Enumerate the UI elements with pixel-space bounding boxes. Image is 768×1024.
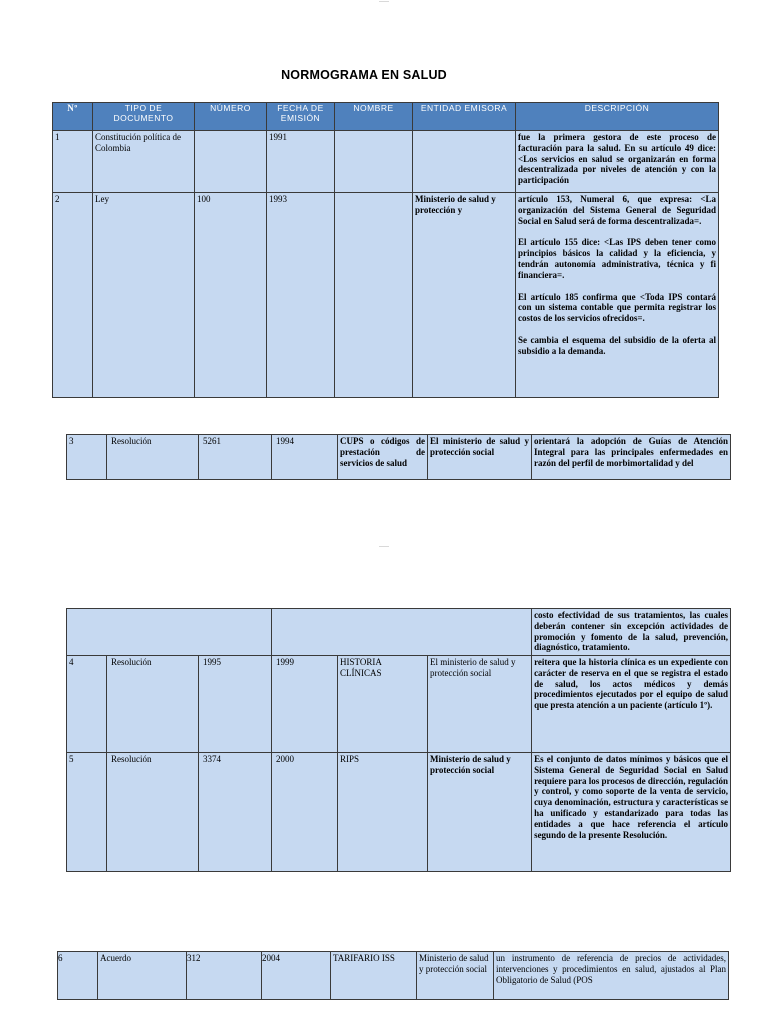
cell-entidad: El ministerio de salud y protección social [428,435,532,480]
cell-nombre [335,131,413,193]
cell-entidad [413,131,516,193]
table-row [53,193,719,398]
descripcion-paragraph: un instrumento de referencia de precios de actividades, intervenciones y procedimientos en salud, ajustados al Plan Obligatorio de Salud (POS [496,953,726,985]
cell-nombre: HISTORIA CLÍNICAS [338,656,428,753]
cell-n: 4 [67,656,107,753]
cell-descripcion [532,609,731,656]
header-numero-orden: Nº [53,103,93,131]
cell-descripcion [516,131,719,193]
normograma-table-part-4 [57,951,729,1000]
cell-numero: 3374 [199,753,272,872]
cell-entidad: El ministerio de salud y protección social [428,656,532,753]
cell-nombre: TARIFARIO ISS [331,952,417,1000]
cell-descripcion [494,952,729,1000]
cell-descripcion [532,753,731,872]
cell-fecha: 1993 [267,193,335,398]
normograma-table-part-1 [52,102,719,398]
page-break-mark [379,1,389,2]
cell-n: 6 [58,952,98,1000]
cell-nombre [335,193,413,398]
descripcion-paragraph: Se cambia el esquema del subsidio de la oferta al subsidio a la demanda. [518,334,716,356]
cell-tipo: Constitución política de Colombia [93,131,195,193]
table-row [67,753,731,872]
cell-numero: 100 [195,193,267,398]
cell-numero: 5261 [199,435,272,480]
header-nombre: NOMBRE [335,103,413,131]
descripcion-paragraph: reitera que la historia clínica es un expediente con carácter de reserva en el que se registra el estado de salud, los actos médicos y demás procedimientos ejecutados por el equipo de salud que presta atención a un paciente (artículo 1º). [534,657,729,711]
header-tipo-documento: TIPO DE DOCUMENTO [93,103,195,131]
cell-empty [272,609,532,656]
descripcion-paragraph: costo efectividad de sus tratamientos, las cuales deberán contener sin excepción actividades de promoción y fomento de la salud, prevención, diagnóstico, tratamiento. [534,610,729,653]
cell-descripcion [516,193,719,398]
header-descripcion: DESCRIPCIÓN [516,103,719,131]
page-break-mark [379,546,389,547]
descripcion-paragraph: fue la primera gestora de este proceso de facturación para la salud. En su artículo 49 dice: <Los servicios en salud se organizarán en forma descentralizada por niveles de atención y con la participación [518,132,716,186]
cell-entidad: Ministerio de salud y protección y [413,193,516,398]
cell-tipo: Resolución [107,656,199,753]
cell-n: 2 [53,193,93,398]
cell-tipo: Resolución [107,753,199,872]
cell-fecha: 1994 [272,435,338,480]
header-entidad-emisora: ENTIDAD EMISORA [413,103,516,131]
header-fecha-emision: FECHA DE EMISIÓN [267,103,335,131]
cell-numero: 312 [187,952,262,1000]
cell-entidad: Ministerio de salud y protección social [417,952,494,1000]
cell-nombre: RIPS [338,753,428,872]
header-numero: NÚMERO [195,103,267,131]
cell-tipo: Ley [93,193,195,398]
cell-n: 1 [53,131,93,193]
cell-numero [195,131,267,193]
table-row [58,952,729,1000]
table-row-continuation [67,609,731,656]
cell-tipo: Acuerdo [98,952,187,1000]
cell-empty [67,609,272,656]
cell-fecha: 1999 [272,656,338,753]
descripcion-paragraph: artículo 153, Numeral 6, que expresa: <La organización del Sistema General de Seguridad Social en Salud será de forma descentralizada=. [518,194,716,226]
normograma-table-part-3 [66,608,731,872]
table-row [67,435,731,480]
descripcion-paragraph: orientará la adopción de Guías de Atención Integral para las principales enfermedades en razón del perfil de morbimortalidad y del [534,436,728,468]
cell-fecha: 2000 [272,753,338,872]
document-title: NORMOGRAMA EN SALUD [281,68,447,82]
cell-tipo: Resolución [107,435,199,480]
descripcion-paragraph: Es el conjunto de datos mínimos y básicos que el Sistema General de Seguridad Social en Salud requiere para los procesos de dirección, regulación y control, y como soporte de la venta de servicio, cuya denominación, estructura y características se ha unificado y estandarizado para todas las entidades a que hace referencia el artículo segundo de la presente Resolución. [534,754,729,840]
cell-fecha: 2004 [262,952,331,1000]
cell-n: 3 [67,435,107,480]
cell-fecha: 1991 [267,131,335,193]
table-row [67,656,731,753]
cell-nombre: CUPS o códigos de prestación de servicios de salud [338,435,428,480]
cell-descripcion [532,656,731,753]
table-row [53,131,719,193]
cell-n: 5 [67,753,107,872]
cell-numero: 1995 [199,656,272,753]
descripcion-paragraph: El artículo 185 confirma que <Toda IPS contará con un sistema contable que permita registrar los costos de los servicios ofrecidos=. [518,291,716,324]
cell-descripcion [532,435,731,480]
normograma-table-part-2 [66,434,731,480]
cell-entidad: Ministerio de salud y protección social [428,753,532,872]
descripcion-paragraph: El artículo 155 dice: <Las IPS deben tener como principios básicos la calidad y la eficiencia, y tendrán autonomía administrativa, técnica y fi financiera=. [518,237,716,280]
